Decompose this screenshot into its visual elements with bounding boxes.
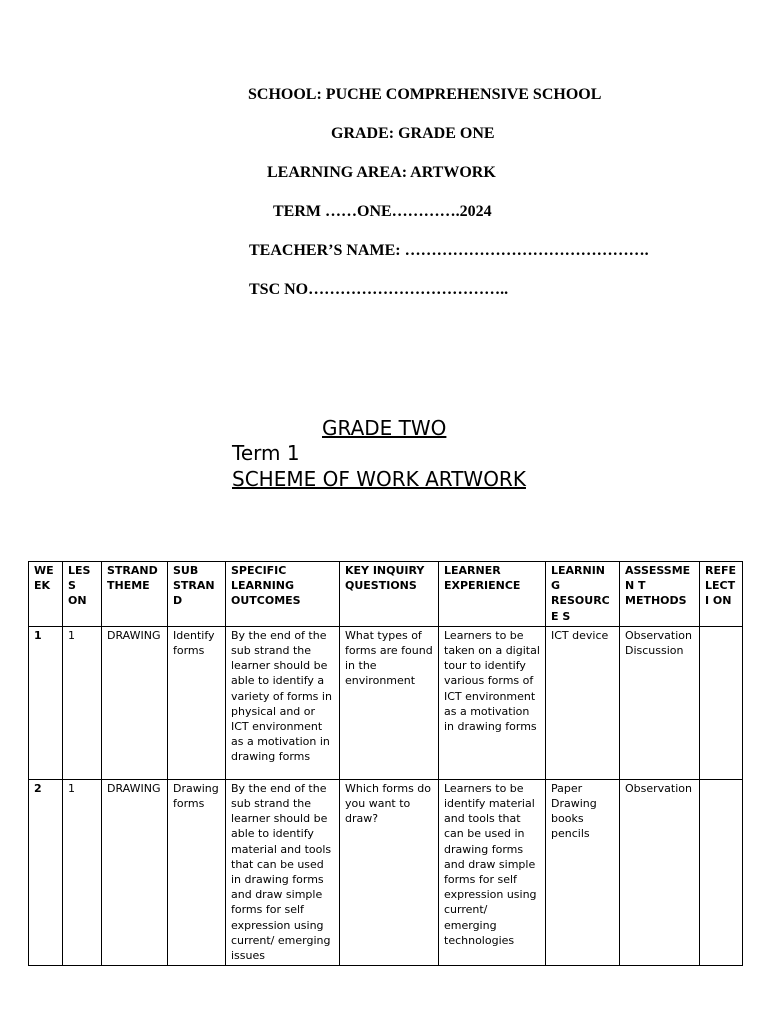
learning-area-line: LEARNING AREA: ARTWORK xyxy=(267,164,496,181)
cell-resources: Paper Drawing books pencils xyxy=(546,779,620,965)
header-assessment-methods: ASSESSMEN T METHODS xyxy=(620,562,700,627)
cell-assessment: Observation Discussion xyxy=(620,626,700,779)
term-title: Term 1 xyxy=(232,441,300,465)
header-week: WE EK xyxy=(29,562,63,627)
cell-reflection xyxy=(700,626,743,779)
cell-outcomes: By the end of the sub strand the learner should be able to identify a variety of forms in physical and or ICT environment as a motivation in drawing forms xyxy=(226,626,340,779)
cell-assessment: Observation xyxy=(620,779,700,965)
cell-week: 2 xyxy=(29,779,63,965)
school-line: SCHOOL: PUCHE COMPREHENSIVE SCHOOL xyxy=(248,86,602,103)
cell-questions: Which forms do you want to draw? xyxy=(340,779,439,965)
cell-outcomes: By the end of the sub strand the learner should be able to identify material and tools that can be used in drawing forms and draw simple forms for self expression using current/ emerging issues xyxy=(226,779,340,965)
scheme-title: SCHEME OF WORK ARTWORK xyxy=(232,467,526,491)
cell-sub-strand: Drawing forms xyxy=(168,779,226,965)
cell-strand: DRAWING xyxy=(102,626,168,779)
cell-resources: ICT device xyxy=(546,626,620,779)
header-inquiry-questions: KEY INQUIRY QUESTIONS xyxy=(340,562,439,627)
cell-week: 1 xyxy=(29,626,63,779)
cell-strand: DRAWING xyxy=(102,779,168,965)
tsc-number-line: TSC NO……………………………….. xyxy=(249,281,509,298)
scheme-table xyxy=(28,561,743,966)
table-header-row xyxy=(29,562,743,627)
header-learner-experience: LEARNER EXPERIENCE xyxy=(439,562,546,627)
header-learning-resources: LEARNING RESOURCE S xyxy=(546,562,620,627)
cell-lesson: 1 xyxy=(63,626,102,779)
header-sub-strand: SUB STRAND xyxy=(168,562,226,627)
grade-line: GRADE: GRADE ONE xyxy=(331,125,495,142)
grade-title: GRADE TWO xyxy=(322,416,447,440)
cell-experience: Learners to be taken on a digital tour to identify various forms of ICT environment as a motivation in drawing forms xyxy=(439,626,546,779)
header-strand-theme: STRAND THEME xyxy=(102,562,168,627)
cell-experience: Learners to be identify material and tools that can be used in drawing forms and draw simple forms for self expression using current/ emerging technologies xyxy=(439,779,546,965)
teacher-name-line: TEACHER’S NAME: ………………………………………. xyxy=(249,242,649,259)
header-reflection: REFE LECTI ON xyxy=(700,562,743,627)
header-learning-outcomes: SPECIFIC LEARNING OUTCOMES xyxy=(226,562,340,627)
cell-lesson: 1 xyxy=(63,779,102,965)
cell-questions: What types of forms are found in the environment xyxy=(340,626,439,779)
cell-sub-strand: Identify forms xyxy=(168,626,226,779)
table-row xyxy=(29,626,743,779)
table-row xyxy=(29,779,743,965)
header-lesson: LESS ON xyxy=(63,562,102,627)
term-line: TERM ……ONE………….2024 xyxy=(273,203,492,220)
cell-reflection xyxy=(700,779,743,965)
